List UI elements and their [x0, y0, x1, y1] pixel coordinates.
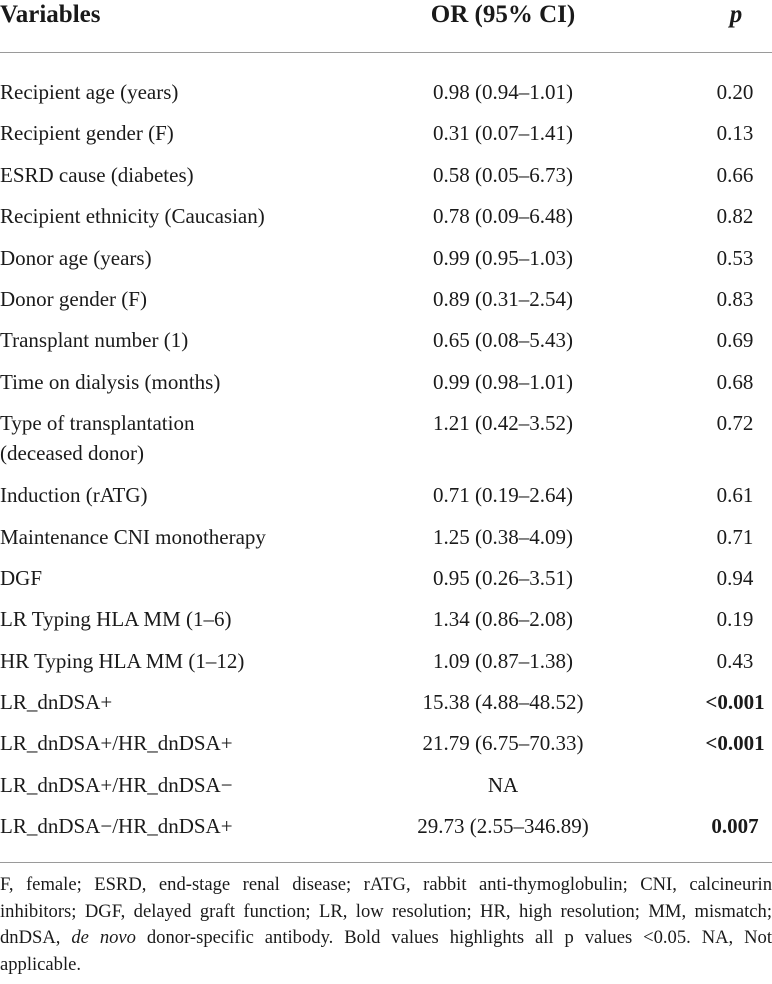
cell-variable-line2: (deceased donor): [0, 441, 145, 466]
cell-variable: Induction (rATG): [0, 483, 148, 508]
cell-odds-ratio: 0.71 (0.19–2.64): [433, 483, 573, 508]
cell-odds-ratio: 1.25 (0.38–4.09): [433, 524, 573, 549]
cell-odds-ratio: 21.79 (6.75–70.33): [422, 731, 584, 756]
cell-p-value: 0.66: [716, 162, 754, 187]
table-row: [0, 321, 772, 362]
table-header-row: [0, 0, 772, 53]
cell-odds-ratio: 0.89 (0.31–2.54): [433, 286, 573, 311]
cell-variable: [0, 408, 370, 468]
table-row: [0, 807, 772, 848]
table-row: [0, 683, 772, 724]
table-bottom-rule: [0, 862, 772, 863]
cell-p-value: 0.43: [716, 648, 754, 673]
cell-variable: Donor gender (F): [0, 286, 147, 311]
table-row: [0, 156, 772, 197]
table-body: [0, 53, 772, 849]
table-row: [0, 114, 772, 155]
table-row: [0, 559, 772, 600]
table-row: [0, 404, 772, 476]
cell-variable: LR Typing HLA MM (1–6): [0, 607, 232, 632]
cell-p-value: 0.72: [716, 411, 754, 436]
cell-p-value: 0.71: [716, 524, 754, 549]
cell-p-value: 0.19: [716, 607, 754, 632]
cell-p-value: 0.82: [716, 204, 754, 229]
cell-p-value: 0.68: [716, 369, 754, 394]
table-row: [0, 239, 772, 280]
cell-p-value: 0.61: [716, 483, 754, 508]
table-row: [0, 73, 772, 114]
footnote-text-part1: F, female; ESRD, end-stage renal disease; rATG, rabbit anti-thymoglobulin; CNI, calcineurin inhibitors; DGF, delayed graft function; LR, low resolution; HR, high resolution; MM, mismatch; dnDSA,: [0, 874, 772, 948]
table-row: [0, 600, 772, 641]
cell-variable: Time on dialysis (months): [0, 369, 221, 394]
cell-variable: Donor age (years): [0, 245, 152, 270]
cell-variable: HR Typing HLA MM (1–12): [0, 648, 245, 673]
cell-odds-ratio: 0.99 (0.95–1.03): [433, 245, 573, 270]
cell-odds-ratio: 1.34 (0.86–2.08): [433, 607, 573, 632]
header-odds-ratio: OR (95% CI): [430, 1, 576, 28]
cell-p-value-significant: 0.007: [711, 814, 759, 839]
cell-odds-ratio: 0.31 (0.07–1.41): [433, 121, 573, 146]
table-row: [0, 476, 772, 517]
table-row: [0, 766, 772, 807]
cell-odds-ratio: 0.99 (0.98–1.01): [433, 369, 573, 394]
cell-odds-ratio: 1.09 (0.87–1.38): [433, 648, 573, 673]
table-row: [0, 724, 772, 765]
cell-odds-ratio: 0.98 (0.94–1.01): [433, 80, 573, 104]
cell-odds-ratio: 0.78 (0.09–6.48): [433, 204, 573, 229]
cell-odds-ratio: 1.21 (0.42–3.52): [433, 411, 573, 436]
cell-odds-ratio: 0.58 (0.05–6.73): [433, 162, 573, 187]
cell-p-value: 0.83: [716, 286, 754, 311]
table-row: [0, 280, 772, 321]
cell-variable: Recipient gender (F): [0, 121, 174, 146]
cell-p-value: 0.94: [716, 565, 754, 590]
table-row: [0, 518, 772, 559]
cell-odds-ratio: 0.65 (0.08–5.43): [433, 328, 573, 353]
table-footnote: [0, 872, 772, 978]
footnote-text-part2: donor-specific antibody. Bold values highlights all p values <0.05. NA, Not applicable.: [0, 927, 772, 975]
cell-variable: LR_dnDSA+/HR_dnDSA−: [0, 772, 233, 797]
header-variables: Variables: [0, 1, 101, 28]
cell-variable: LR_dnDSA+: [0, 690, 113, 715]
cell-p-value: 0.20: [716, 80, 754, 104]
cell-p-value: 0.69: [716, 328, 754, 353]
cell-variable: Recipient age (years): [0, 80, 179, 104]
table-row: [0, 197, 772, 238]
cell-p-value-significant: <0.001: [705, 731, 765, 756]
cell-odds-ratio: 29.73 (2.55–346.89): [417, 814, 589, 839]
cell-variable: Maintenance CNI monotherapy: [0, 524, 266, 549]
cell-odds-ratio: NA: [487, 772, 519, 797]
cell-variable: ESRD cause (diabetes): [0, 162, 194, 187]
cell-variable: DGF: [0, 565, 43, 590]
cell-variable: LR_dnDSA−/HR_dnDSA+: [0, 814, 233, 839]
cell-odds-ratio: 0.95 (0.26–3.51): [433, 565, 573, 590]
cell-p-value: 0.13: [716, 121, 754, 146]
cell-variable: LR_dnDSA+/HR_dnDSA+: [0, 731, 233, 756]
table-row: [0, 363, 772, 404]
cell-variable: Transplant number (1): [0, 328, 189, 353]
table-row: [0, 642, 772, 683]
cell-p-value: 0.53: [716, 245, 754, 270]
cell-p-value-significant: <0.001: [705, 690, 765, 715]
cell-odds-ratio: 15.38 (4.88–48.52): [422, 690, 584, 715]
cell-variable: Recipient ethnicity (Caucasian): [0, 204, 265, 229]
header-p-value: p: [729, 1, 743, 28]
footnote-italic-term: de novo: [71, 927, 136, 948]
cell-variable-line1: Type of transplantation: [0, 411, 195, 436]
